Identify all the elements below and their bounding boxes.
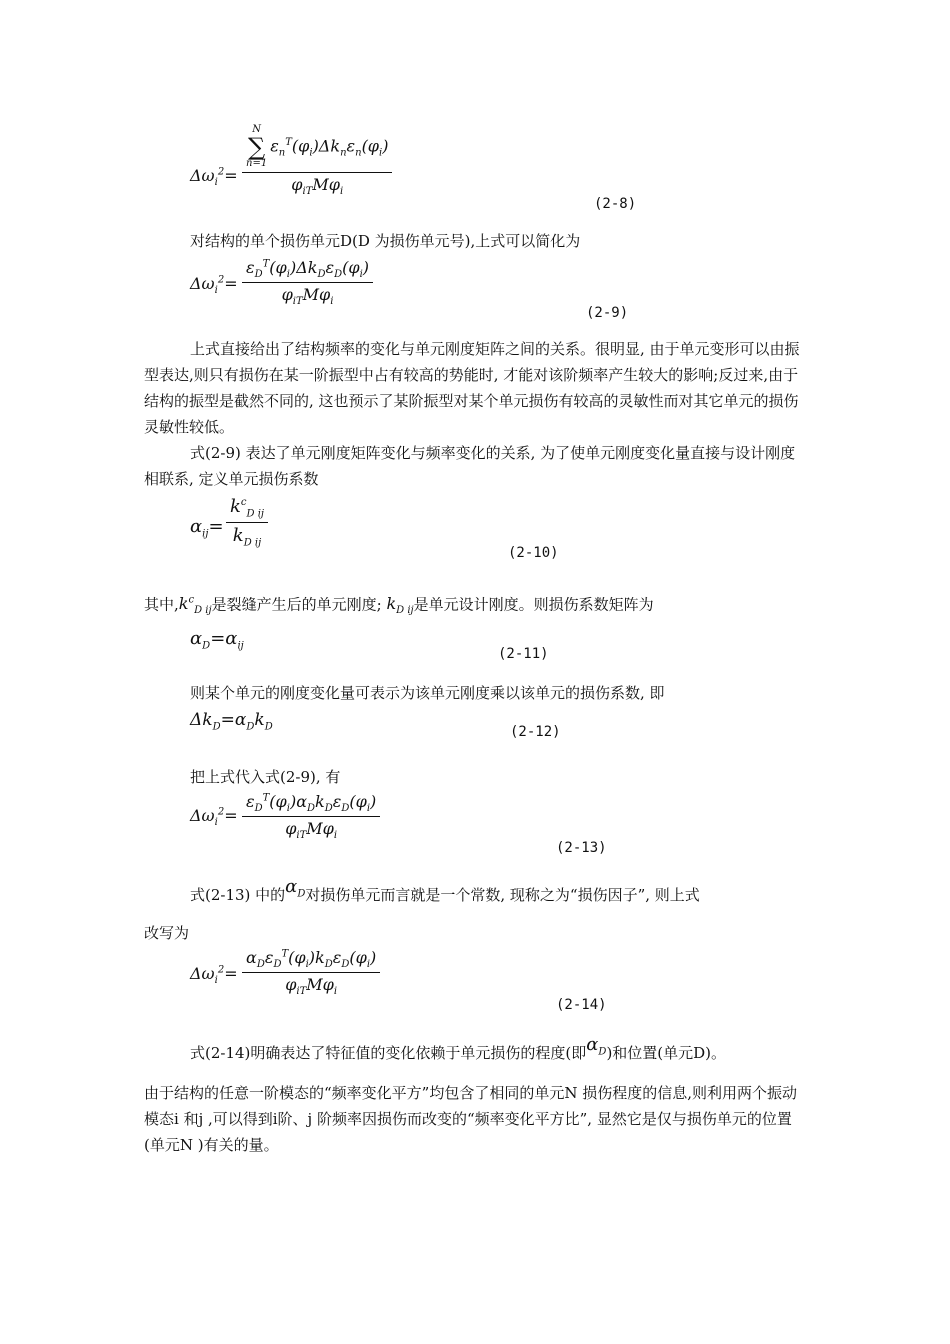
equation-2-9-lhs: $\Delta\omega_i^2=$ bbox=[190, 274, 238, 297]
paragraph-9: 由于结构的任意一阶模态的“频率变化平方”均包含了相同的单元N 损伤程度的信息,则利用两个振动模态i 和j ,可以得到i阶、j 阶频率因损伤而改变的“频率变化平方比”, 显然它是仅与损伤单元的位置(单元N )有关的量。 bbox=[144, 1084, 798, 1154]
paragraph-4-part-a: 其中, bbox=[144, 595, 179, 614]
equation-number-2-10: (2-10) bbox=[508, 545, 559, 561]
paragraph-5: 则某个单元的刚度变化量可表示为该单元刚度乘以该单元的损伤系数, 即 bbox=[190, 684, 665, 702]
inline-alpha-D-2: $\alpha_D$ bbox=[586, 1034, 607, 1058]
inline-k-D-ij: $k_{D ij}$ bbox=[386, 594, 414, 617]
paragraph-7-part-b: 对损伤单元而言就是一个常数, 现称之为“损伤因子”, 则上式 bbox=[305, 886, 700, 904]
paragraph-8 bbox=[144, 1034, 809, 1074]
paragraph-8-part-a: 式(2-14)明确表达了特征值的变化依赖于单元损伤的程度(即 bbox=[190, 1044, 587, 1062]
equation-2-8: N ∑ n=1 $\varepsilon_n^T(\varphi_i)\Delta k_n\varepsilon_n(\varphi_i)$ $\varphi_{iT}M\varphi_i$ bbox=[242, 124, 392, 197]
equation-2-13: $\varepsilon_D^T(\varphi_i)\alpha_Dk_D\varepsilon_D(\varphi_i)$ $\varphi_{iT}M\varphi_i$ bbox=[242, 792, 380, 841]
paragraph-4-part-b: 是裂缝产生后的单元刚度; bbox=[211, 595, 382, 614]
paragraph-2: 上式直接给出了结构频率的变化与单元刚度矩阵之间的关系。很明显, 由于单元变形可以由振型表达,则只有损伤在某一阶振型中占有较高的势能时, 才能对该阶频率产生较大的影响;反过来,由于结构的振型是截然不同的, 这也预示了某阶振型对某个单元损伤有较高的灵敏性而对其它单元的损伤灵敏性较低。 bbox=[144, 340, 800, 436]
paragraph-7-part-a: 式(2-13) 中的 bbox=[190, 886, 286, 904]
equation-number-2-11: (2-11) bbox=[498, 646, 549, 662]
equation-2-12: $\Delta k_D=\alpha_Dk_D$ bbox=[190, 710, 273, 733]
equation-2-14: $\alpha_D\varepsilon_D^T(\varphi_i)k_D\varepsilon_D(\varphi_i)$ $\varphi_{iT}M\varphi_i$ bbox=[242, 948, 380, 997]
equation-number-2-12: (2-12) bbox=[510, 724, 561, 740]
equation-2-9: $\varepsilon_D^T(\varphi_i)\Delta k_D\varepsilon_D(\varphi_i)$ $\varphi_{iT}M\varphi_i$ bbox=[242, 258, 373, 307]
paragraph-8-part-b: )和位置(单元D)。 bbox=[606, 1044, 727, 1062]
paragraph-1: 对结构的单个损伤单元D(D 为损伤单元号),上式可以简化为 bbox=[190, 232, 581, 250]
equation-number-2-8: (2-8) bbox=[594, 196, 637, 212]
equation-2-13-lhs: $\Delta\omega_i^2=$ bbox=[190, 806, 238, 829]
equation-2-10-lhs: $\alpha_{ij}=$ bbox=[190, 516, 224, 540]
equation-2-11: $\alpha_D=\alpha_{ij}$ bbox=[190, 628, 244, 652]
inline-alpha-D: $\alpha_D$ bbox=[285, 876, 306, 900]
paragraph-7-continued: 改写为 bbox=[144, 924, 190, 942]
paragraph-4-part-c: 是单元设计刚度。则损伤系数矩阵为 bbox=[413, 595, 654, 614]
equation-2-14-lhs: $\Delta\omega_i^2=$ bbox=[190, 964, 238, 987]
equation-2-10: $k^c_{D ij}$ $k_{D ij}$ bbox=[226, 496, 268, 548]
inline-k-c-D-ij: $k^c_{D ij}$ bbox=[178, 594, 212, 617]
paragraph-7 bbox=[144, 876, 809, 916]
equation-2-8-lhs: $\Delta\omega_i^2=$ bbox=[190, 166, 238, 189]
paragraph-3: 式(2-9) 表达了单元刚度矩阵变化与频率变化的关系, 为了使单元刚度变化量直接与设计刚度相联系, 定义单元损伤系数 bbox=[144, 444, 796, 488]
equation-number-2-9: (2-9) bbox=[586, 305, 629, 321]
paragraph-6: 把上式代入式(2-9), 有 bbox=[190, 768, 341, 786]
paragraph-4 bbox=[144, 588, 809, 625]
equation-number-2-14: (2-14) bbox=[556, 997, 607, 1013]
equation-number-2-13: (2-13) bbox=[556, 840, 607, 856]
